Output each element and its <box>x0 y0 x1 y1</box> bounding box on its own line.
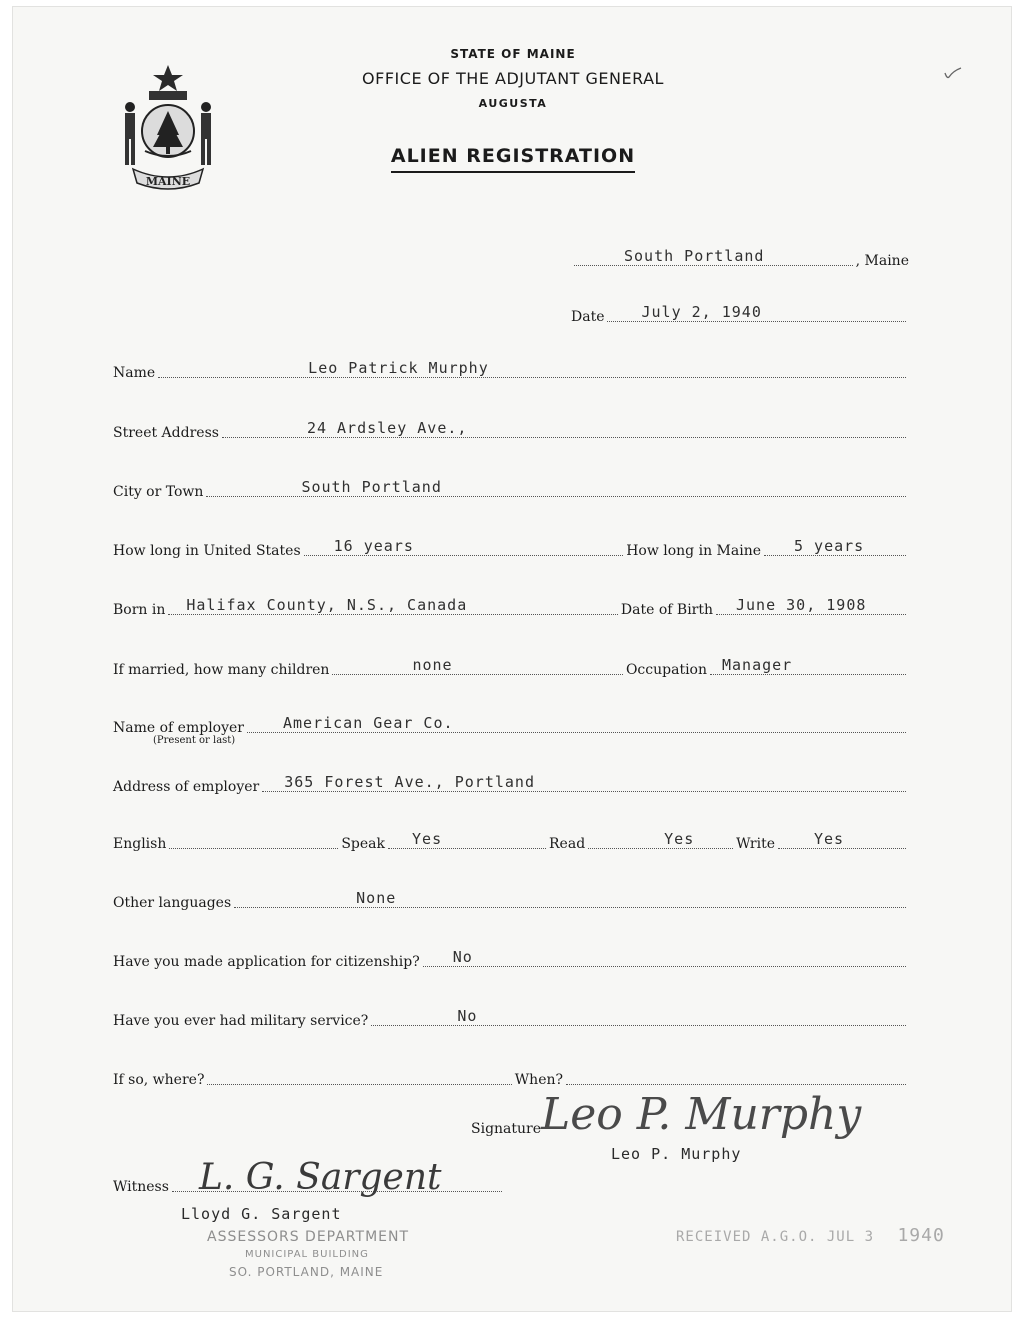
children-value: none <box>412 656 453 674</box>
employer-label: Name of employer <box>113 720 244 736</box>
header-city: AUGUSTA <box>478 97 548 110</box>
employer-address-row <box>113 773 909 795</box>
other-languages-field[interactable] <box>234 889 906 908</box>
military-field[interactable] <box>371 1007 906 1026</box>
write-value: Yes <box>814 830 845 848</box>
citizenship-value: No <box>452 948 473 966</box>
citizenship-label: Have you made application for citizenship? <box>113 954 420 970</box>
read-value: Yes <box>664 830 695 848</box>
english-row <box>113 830 909 852</box>
city-field[interactable] <box>206 478 906 497</box>
occupation-label: Occupation <box>625 662 707 678</box>
place-field[interactable] <box>574 247 853 266</box>
witness-handwriting <box>193 1145 503 1205</box>
assessors-stamp-line1: ASSESSORS DEPARTMENT <box>207 1229 410 1245</box>
employer-address-value: 365 Forest Ave., Portland <box>284 773 535 791</box>
employer-address-field[interactable] <box>262 773 906 792</box>
military-label: Have you ever had military service? <box>113 1013 369 1029</box>
born-in-field[interactable] <box>168 596 618 615</box>
street-field[interactable] <box>222 419 906 438</box>
born-in-value: Halifax County, N.S., Canada <box>186 596 468 614</box>
seal-banner-text: MAINE <box>145 175 191 188</box>
when-label: When? <box>514 1072 563 1088</box>
street-value: 24 Ardsley Ave., <box>306 419 468 437</box>
date-of-birth-field[interactable] <box>716 596 906 615</box>
read-label: Read <box>549 836 586 852</box>
military-row <box>113 1007 909 1029</box>
signature-handwriting <box>533 1067 863 1147</box>
other-languages-label: Other languages <box>113 895 232 911</box>
how-long-maine-field[interactable] <box>764 537 906 556</box>
born-in-label: Born in <box>113 602 166 618</box>
name-value: Leo Patrick Murphy <box>308 359 489 377</box>
born-row <box>113 596 909 618</box>
employer-row <box>113 714 909 736</box>
citizenship-field[interactable] <box>423 948 906 967</box>
street-row <box>113 419 909 441</box>
how-long-us-label: How long in United States <box>113 543 301 559</box>
check-mark-icon <box>943 65 963 81</box>
received-stamp <box>676 1225 945 1246</box>
english-filler <box>169 847 338 849</box>
how-long-us-value: 16 years <box>333 537 414 555</box>
other-languages-value: None <box>356 889 397 907</box>
speak-field[interactable] <box>388 830 546 849</box>
form-title-text: ALIEN REGISTRATION <box>391 145 635 173</box>
date-label: Date <box>571 309 605 325</box>
received-stamp-year: 1940 <box>897 1225 945 1246</box>
place-suffix: , Maine <box>855 253 909 269</box>
how-long-maine-value: 5 years <box>794 537 865 555</box>
witness-typed-name: Lloyd G. Sargent <box>181 1205 342 1223</box>
how-long-maine-label: How long in Maine <box>626 543 761 559</box>
employer-field[interactable] <box>247 714 906 733</box>
witness-label: Witness <box>113 1179 169 1195</box>
read-field[interactable] <box>588 830 733 849</box>
write-label: Write <box>736 836 775 852</box>
children-row <box>113 656 909 678</box>
military-value: No <box>457 1007 478 1025</box>
witness-handwritten-text: L. G. Sargent <box>199 1157 442 1198</box>
place-row <box>571 247 909 269</box>
occupation-value: Manager <box>722 656 793 674</box>
where-field[interactable] <box>207 1083 511 1085</box>
name-row <box>113 359 909 381</box>
signature-handwritten-text: Leo P. Murphy <box>541 1089 862 1140</box>
employer-address-label: Address of employer <box>113 779 260 795</box>
speak-label: Speak <box>341 836 386 852</box>
date-of-birth-value: June 30, 1908 <box>736 596 867 614</box>
where-label: If so, where? <box>113 1072 205 1088</box>
employer-sublabel: (Present or last) <box>153 735 236 746</box>
assessors-stamp-line2: MUNICIPAL BUILDING <box>245 1249 369 1260</box>
write-field[interactable] <box>778 830 906 849</box>
date-value: July 2, 1940 <box>641 303 762 321</box>
signature-label: Signature <box>471 1121 542 1137</box>
registration-form-page <box>12 6 1012 1312</box>
occupation-field[interactable] <box>710 656 906 675</box>
signature-typed-name: Leo P. Murphy <box>611 1145 742 1163</box>
received-stamp-text: RECEIVED A.G.O. JUL 3 <box>676 1229 875 1245</box>
date-row <box>571 303 909 325</box>
header-state: STATE OF MAINE <box>450 47 576 61</box>
date-field[interactable] <box>607 303 906 322</box>
name-field[interactable] <box>158 359 906 378</box>
how-long-row <box>113 537 909 559</box>
employer-value: American Gear Co. <box>282 714 454 732</box>
street-label: Street Address <box>113 425 219 441</box>
name-label: Name <box>113 365 156 381</box>
form-title <box>13 145 1013 167</box>
how-long-us-field[interactable] <box>304 537 624 556</box>
assessors-stamp-line3: SO. PORTLAND, MAINE <box>229 1265 384 1279</box>
children-label: If married, how many children <box>113 662 330 678</box>
city-row <box>113 478 909 500</box>
header-office: OFFICE OF THE ADJUTANT GENERAL <box>362 69 664 88</box>
citizenship-row <box>113 948 909 970</box>
speak-value: Yes <box>412 830 443 848</box>
date-of-birth-label: Date of Birth <box>620 602 713 618</box>
other-languages-row <box>113 889 909 911</box>
place-value: South Portland <box>624 247 765 265</box>
english-label: English <box>113 836 167 852</box>
city-label: City or Town <box>113 484 204 500</box>
children-field[interactable] <box>332 656 623 675</box>
city-value: South Portland <box>301 478 442 496</box>
